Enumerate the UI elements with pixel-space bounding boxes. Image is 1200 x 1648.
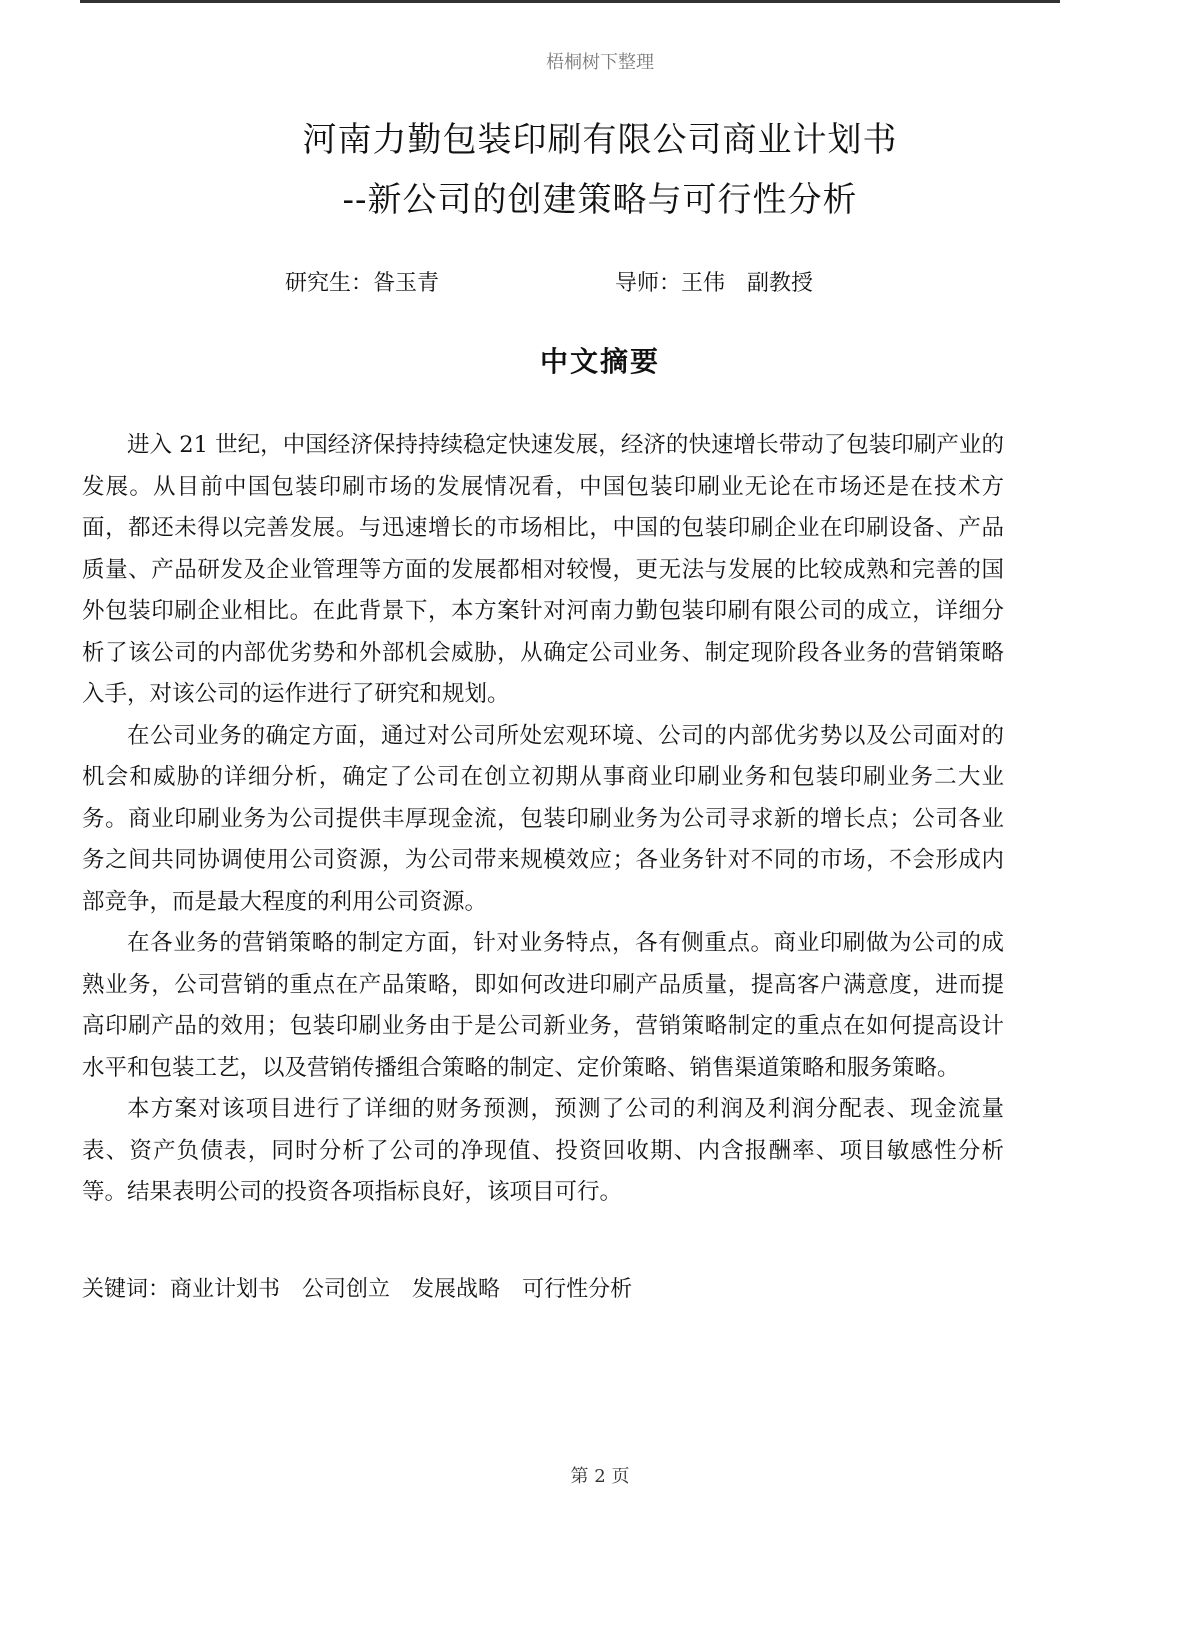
author-student: 研究生：昝玉青 [285, 271, 440, 296]
author-advisor: 导师：王伟 副教授 [615, 271, 814, 296]
keyword: 发展战略 [412, 1277, 501, 1302]
abstract-body [82, 425, 1004, 1214]
document-title: 河南力勤包装印刷有限公司商业计划书 [302, 120, 898, 160]
abstract-heading: 中文摘要 [539, 345, 660, 378]
page-number: 第 2 页 [570, 1466, 630, 1487]
keywords-label: 关键词： [82, 1277, 171, 1302]
document-subtitle: --新公司的创建策略与可行性分析 [342, 180, 858, 220]
header-watermark: 梧桐树下整理 [546, 52, 654, 73]
keyword: 公司创立 [302, 1277, 391, 1302]
paragraph: 在公司业务的确定方面，通过对公司所处宏观环境、公司的内部优劣势以及公司面对的机会和威胁的详细分析，确定了公司在创立初期从事商业印刷业务和包装印刷业务二大业务。商业印刷业务为公司提供丰厚现金流，包装印刷业务为公司寻求新的增长点；公司各业务之间共同协调使用公司资源，为公司带来规模效应；各业务针对不同的市场，不会形成内部竞争，而是最大程度的利用公司资源。 [82, 722, 1004, 915]
scan-edge-line [80, 0, 1060, 3]
keyword: 商业计划书 [170, 1277, 281, 1302]
paragraph: 进入 21 世纪，中国经济保持持续稳定快速发展，经济的快速增长带动了包装印刷产业的发展。从目前中国包装印刷市场的发展情况看，中国包装印刷业无论在市场还是在技术方面，都还未得以完善发展。与迅速增长的市场相比，中国的包装印刷企业在印刷设备、产品质量、产品研发及企业管理等方面的发展都相对较慢，更无法与发展的比较成熟和完善的国外包装印刷企业相比。在此背景下，本方案针对河南力勤包装印刷有限公司的成立，详细分析了该公司的内部优劣势和外部机会威胁，从确定公司业务、制定现阶段各业务的营销策略入手，对该公司的运作进行了研究和规划。 [82, 432, 1004, 707]
keywords [82, 1272, 654, 1303]
paragraph: 本方案对该项目进行了详细的财务预测，预测了公司的利润及利润分配表、现金流量表、资产负债表，同时分析了公司的净现值、投资回收期、内含报酬率、项目敏感性分析等。结果表明公司的投资各项指标良好，该项目可行。 [82, 1096, 1004, 1205]
keyword: 可行性分析 [522, 1277, 633, 1302]
paragraph: 在各业务的营销策略的制定方面，针对业务特点，各有侧重点。商业印刷做为公司的成熟业务，公司营销的重点在产品策略，即如何改进印刷产品质量，提高客户满意度，进而提高印刷产品的效用；包装印刷业务由于是公司新业务，营销策略制定的重点在如何提高设计水平和包装工艺，以及营销传播组合策略的制定、定价策略、销售渠道策略和服务策略。 [82, 930, 1004, 1081]
